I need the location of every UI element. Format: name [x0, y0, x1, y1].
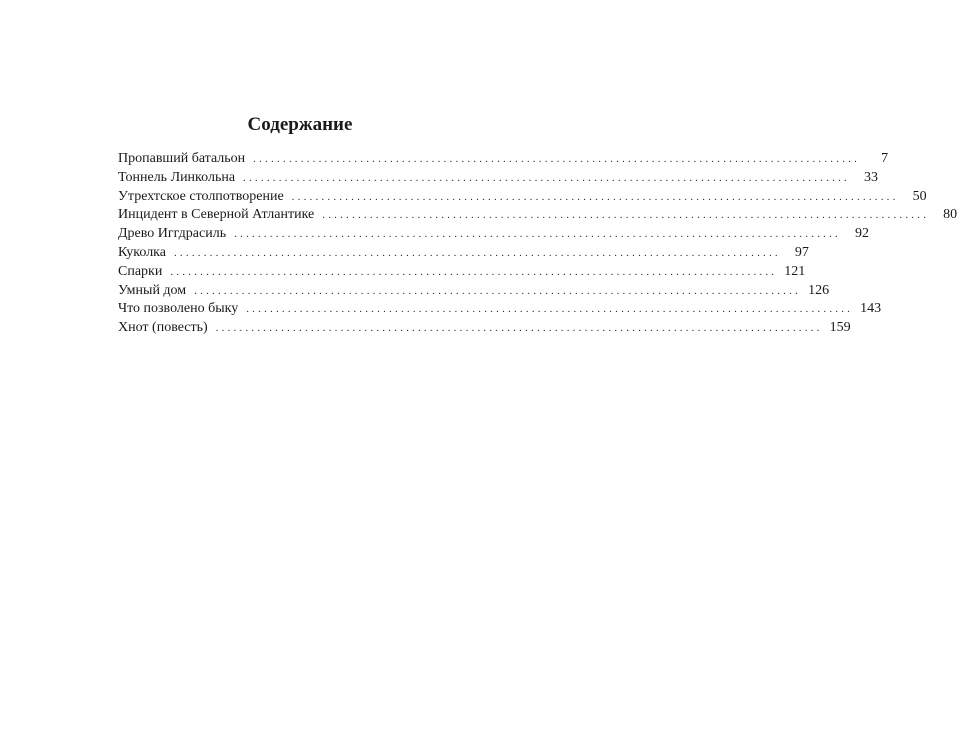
toc-entry-page: 143 — [860, 301, 882, 317]
toc-entry-title: Спарки — [118, 263, 163, 279]
toc-entry-title: Хнот (повесть) — [118, 320, 208, 336]
toc-entry — [118, 150, 889, 169]
dot-leader: ...................................................................................................... — [170, 265, 778, 278]
dot-leader: ...................................................................................................... — [194, 284, 802, 297]
toc-entry-page: 126 — [808, 282, 830, 298]
toc-entry-title: Что позволено быку — [118, 301, 239, 317]
toc-entry-title: Древо Иггдрасиль — [118, 226, 227, 242]
toc-entry — [118, 319, 851, 338]
toc-entry-page: 92 — [855, 226, 869, 242]
toc-entry — [118, 188, 927, 207]
toc-entry-title: Умный дом — [118, 282, 187, 298]
dot-leader: ...................................................................................................... — [322, 209, 930, 222]
toc-entry — [118, 225, 869, 244]
toc-entry — [118, 300, 882, 319]
table-of-contents — [118, 150, 957, 338]
toc-entry-page: 80 — [943, 207, 957, 223]
dot-leader: ...................................................................................................... — [215, 322, 823, 335]
dot-leader: ...................................................................................................... — [253, 153, 861, 165]
dot-leader: ...................................................................................................... — [246, 303, 854, 316]
toc-entry-page: 7 — [881, 151, 889, 166]
dot-leader: ...................................................................................................... — [291, 190, 899, 203]
toc-entry-title: Пропавший батальон — [118, 151, 246, 166]
dot-leader: ...................................................................................................... — [243, 171, 850, 184]
toc-entry-title: Куколка — [118, 244, 166, 260]
toc-entry — [118, 206, 957, 225]
dot-leader: ...................................................................................................... — [234, 228, 841, 241]
toc-entry — [118, 263, 806, 282]
toc-entry-title: Тоннель Линкольна — [118, 169, 236, 185]
toc-entry-page: 50 — [912, 188, 927, 204]
toc-entry-page: 33 — [863, 169, 878, 185]
toc-entry-page: 159 — [829, 320, 851, 336]
dot-leader: ...................................................................................................... — [173, 246, 781, 259]
toc-entry — [118, 169, 878, 188]
toc-entry — [118, 244, 809, 263]
toc-entry-title: Утрехтское столпотворение — [118, 188, 284, 204]
toc-entry-page: 97 — [794, 244, 809, 260]
toc-entry-title: Инцидент в Северной Атлантике — [118, 207, 315, 223]
toc-entry — [118, 282, 830, 301]
page-title: Содержание — [247, 114, 353, 135]
toc-entry-page: 121 — [784, 263, 806, 279]
